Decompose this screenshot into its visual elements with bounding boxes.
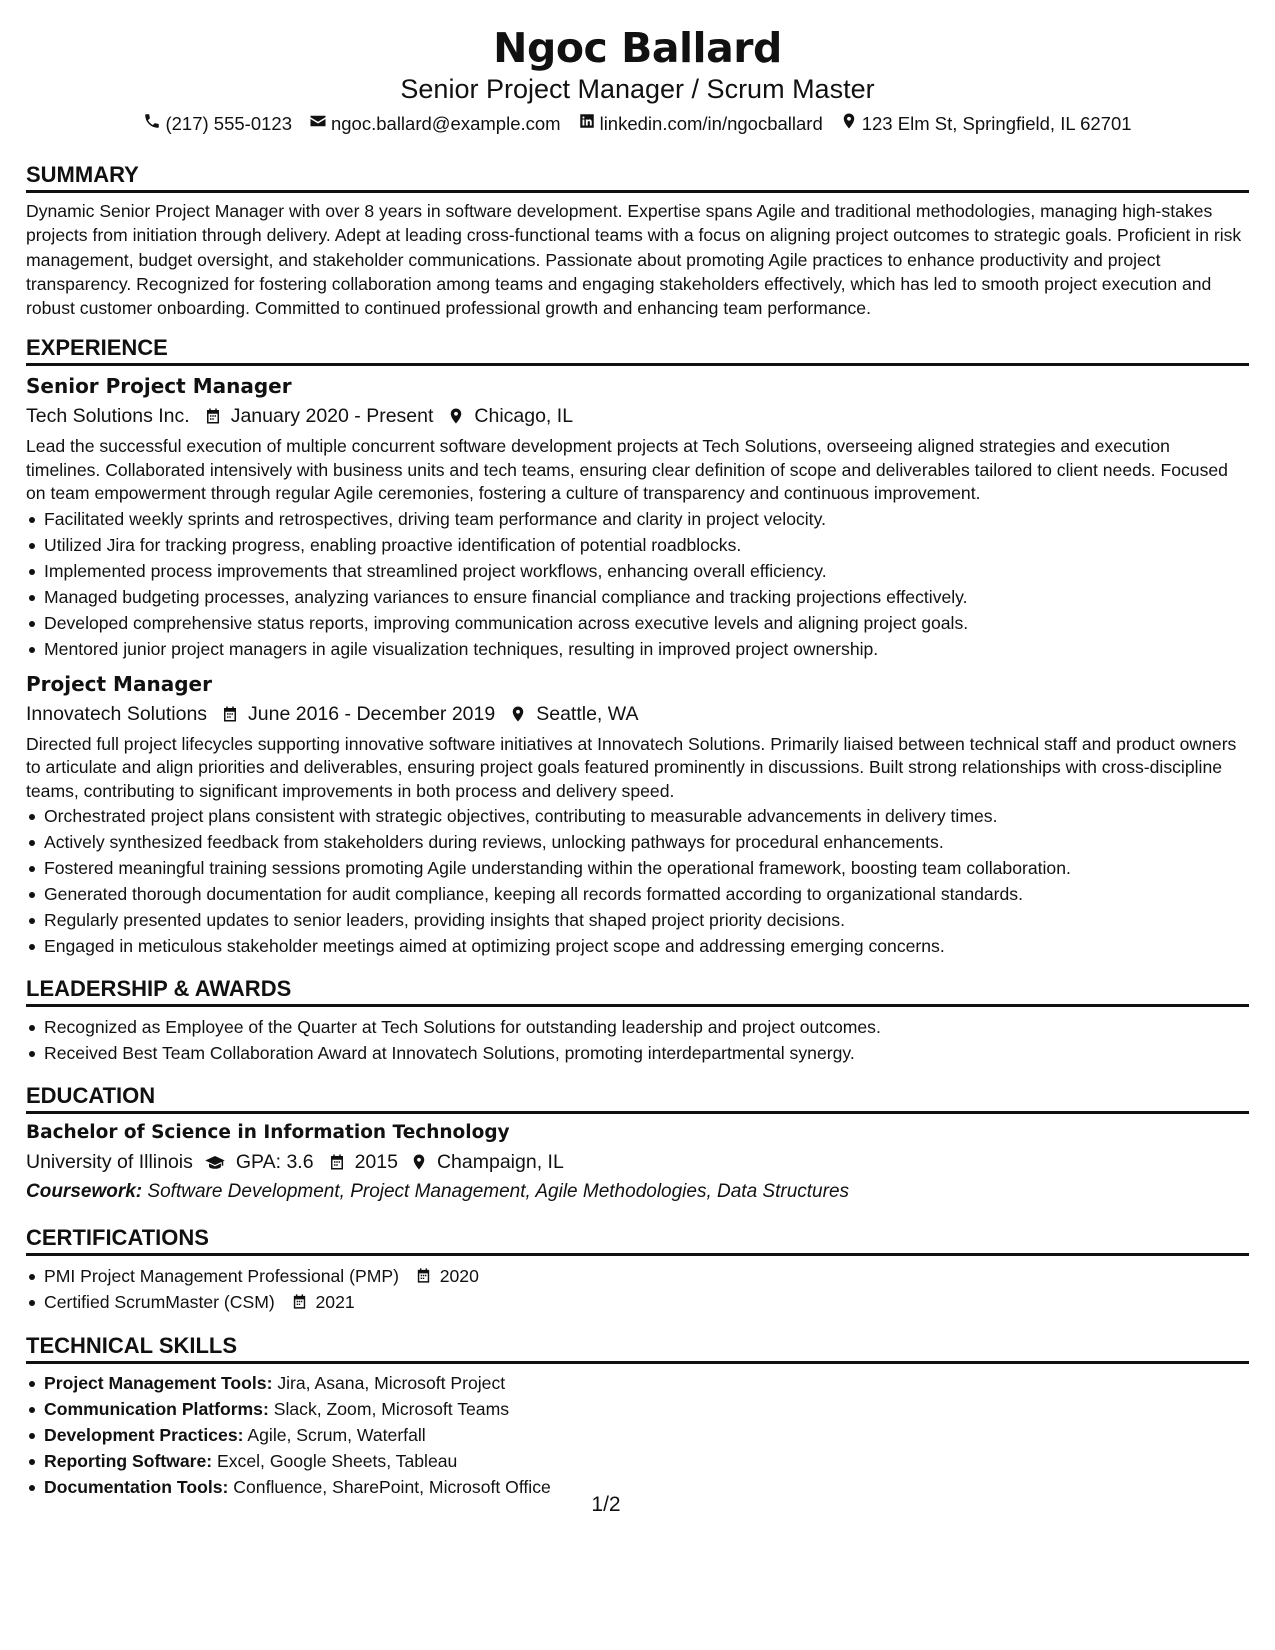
skill-value: Slack, Zoom, Microsoft Teams [273, 1399, 510, 1420]
certifications-section [26, 1224, 1249, 1315]
education-meta [26, 1148, 1249, 1176]
calendar-icon [204, 407, 222, 425]
coursework-text: Software Development, Project Management, Agile Methodologies, Data Structures [147, 1181, 850, 1203]
list-item: Received Best Team Collaboration Award at Innovatech Solutions, promoting interdepartmental synergy. [26, 1040, 1249, 1066]
list-item: Engaged in meticulous stakeholder meetings aimed at optimizing project scope and addressing emerging concerns. [26, 933, 1249, 959]
job-description: Lead the successful execution of multiple concurrent software development projects at Tech Solutions, overseeing aligned strategies and execution timelines. Collaborated intensively with business units and tech teams, ensuring clear definition of scope and deliverables tailored to client needs. Focused on team empowerment through regular Agile ceremonies, fostering a culture of transparency and continuous improvement. [26, 436, 1228, 504]
company-name: Tech Solutions Inc. [26, 405, 190, 428]
coursework-label: Coursework: [26, 1181, 143, 1203]
location-pin-icon [447, 407, 465, 425]
job-meta [26, 402, 1249, 430]
contact-email[interactable] [309, 112, 561, 136]
address-text: 123 Elm St, Springfield, IL 62701 [861, 113, 1132, 134]
skill-label: Communication Platforms: [44, 1399, 269, 1420]
summary-section [26, 161, 1249, 320]
cert-year: 2021 [315, 1292, 355, 1313]
phone-text: (217) 555-0123 [165, 113, 292, 134]
list-item: Recognized as Employee of the Quarter at Tech Solutions for outstanding leadership and project outcomes. [26, 1014, 1249, 1040]
envelope-icon [309, 112, 327, 136]
contact-address [840, 112, 1132, 136]
job-title: Project Manager [26, 671, 212, 696]
list-item: Mentored junior project managers in agile visualization techniques, resulting in improved project ownership. [26, 636, 1249, 662]
skills-section [26, 1332, 1249, 1500]
list-item: Facilitated weekly sprints and retrospectives, driving team performance and clarity in project velocity. [26, 506, 1249, 532]
company-name: Innovatech Solutions [26, 702, 208, 725]
gpa-text: GPA: 3.6 [235, 1151, 314, 1174]
list-item: Implemented process improvements that streamlined project workflows, enhancing overall efficiency. [26, 558, 1249, 584]
awards-section [26, 975, 1249, 1066]
list-item: Developed comprehensive status reports, improving communication across executive levels and aligning project goals. [26, 610, 1249, 636]
list-item [26, 1263, 1249, 1289]
job-location: Seattle, WA [536, 702, 639, 725]
graduation-year: 2015 [354, 1151, 398, 1174]
location-pin-icon [840, 112, 858, 136]
job-meta [26, 700, 1249, 728]
skill-label: Development Practices: [44, 1425, 244, 1446]
certifications-list [26, 1263, 1249, 1315]
job-location: Chicago, IL [474, 405, 574, 428]
skill-label: Reporting Software: [44, 1451, 213, 1472]
skill-value: Confluence, SharePoint, Microsoft Office [233, 1477, 551, 1498]
cert-year: 2020 [439, 1266, 479, 1287]
list-item [26, 1422, 1249, 1448]
list-item: Actively synthesized feedback from stakeholders during reviews, unlocking pathways for procedural enhancements. [26, 829, 1249, 855]
list-item: Utilized Jira for tracking progress, enabling proactive identification of potential roadblocks. [26, 532, 1249, 558]
location-pin-icon [410, 1153, 428, 1171]
contact-phone[interactable] [143, 112, 292, 136]
candidate-name: Ngoc Ballard [493, 24, 782, 72]
cert-name: Certified ScrumMaster (CSM) [44, 1292, 275, 1313]
list-item [26, 1448, 1249, 1474]
awards-list [26, 1014, 1249, 1066]
graduation-cap-icon [203, 1153, 227, 1171]
candidate-title: Senior Project Manager / Scrum Master [400, 74, 875, 104]
school-location: Champaign, IL [436, 1151, 564, 1174]
phone-icon [143, 112, 161, 136]
section-heading-experience: EXPERIENCE [26, 334, 1249, 366]
calendar-icon [415, 1267, 432, 1284]
job-title: Senior Project Manager [26, 374, 292, 399]
resume-page [26, 22, 1249, 1500]
section-heading-awards: LEADERSHIP & AWARDS [26, 975, 1249, 1007]
job-entry [26, 670, 1249, 960]
email-text: ngoc.ballard@example.com [330, 113, 561, 134]
education-section [26, 1082, 1249, 1206]
job-entry [26, 372, 1249, 662]
job-dates: June 2016 - December 2019 [248, 702, 496, 725]
summary-text: Dynamic Senior Project Manager with over 8 years in software development. Expertise spans Agile and traditional methodologies, managing high-stakes projects from initiation through delivery. Adept at leading cross-functional teams with a focus on aligning project outcomes to strategic goals. Proficient in risk management, budget oversight, and stakeholder communications. Passionate about promoting Agile practices to enhance productivity and project transparency. Recognized for fostering collaboration among teams and engaging stakeholders effectively, which has led to smooth project execution and robust customer onboarding. Committed to continued professional growth and enhancing team performance. [26, 201, 1242, 319]
skill-value: Jira, Asana, Microsoft Project [277, 1373, 506, 1394]
section-heading-certifications: CERTIFICATIONS [26, 1224, 1249, 1256]
list-item [26, 1370, 1249, 1396]
calendar-icon [291, 1293, 308, 1310]
job-bullets [26, 506, 1249, 662]
list-item [26, 1289, 1249, 1315]
calendar-icon [221, 705, 239, 723]
skill-value: Agile, Scrum, Waterfall [247, 1425, 426, 1446]
experience-section [26, 334, 1249, 959]
job-bullets [26, 803, 1249, 959]
list-item: Managed budgeting processes, analyzing variances to ensure financial compliance and tracking projections effectively. [26, 584, 1249, 610]
skills-list [26, 1370, 1249, 1500]
list-item: Orchestrated project plans consistent with strategic objectives, contributing to measurable advancements in delivery times. [26, 803, 1249, 829]
skill-label: Project Management Tools: [44, 1373, 273, 1394]
list-item: Regularly presented updates to senior leaders, providing insights that shaped project priority decisions. [26, 907, 1249, 933]
calendar-icon [328, 1153, 346, 1171]
linkedin-icon [578, 112, 596, 136]
list-item: Generated thorough documentation for audit compliance, keeping all records formatted according to organizational standards. [26, 881, 1249, 907]
linkedin-text: linkedin.com/in/ngocballard [599, 113, 823, 134]
coursework-line [26, 1178, 1249, 1206]
school-name: University of Illinois [26, 1151, 193, 1174]
list-item [26, 1396, 1249, 1422]
location-pin-icon [509, 705, 527, 723]
section-heading-education: EDUCATION [26, 1082, 1249, 1114]
cert-name: PMI Project Management Professional (PMP) [44, 1266, 399, 1287]
degree-title: Bachelor of Science in Information Technology [26, 1122, 510, 1144]
section-heading-summary: SUMMARY [26, 161, 1249, 193]
job-description: Directed full project lifecycles supporting innovative software initiatives at Innovatech Solutions. Primarily liaised between technical staff and product owners to articulate and align priorities and deliverables, ensuring project goals featured prominently in discussions. Built strong relationships with cross-discipline teams, contributing to significant improvements in both process and delivery speed. [26, 733, 1237, 801]
contact-linkedin[interactable] [578, 112, 823, 136]
job-dates: January 2020 - Present [230, 405, 434, 428]
section-heading-skills: TECHNICAL SKILLS [26, 1332, 1249, 1364]
contact-bar [26, 112, 1249, 136]
page-number: 1/2 [591, 1493, 621, 1516]
skill-value: Excel, Google Sheets, Tableau [217, 1451, 458, 1472]
skill-label: Documentation Tools: [44, 1477, 229, 1498]
list-item: Fostered meaningful training sessions promoting Agile understanding within the operational framework, boosting team collaboration. [26, 855, 1249, 881]
